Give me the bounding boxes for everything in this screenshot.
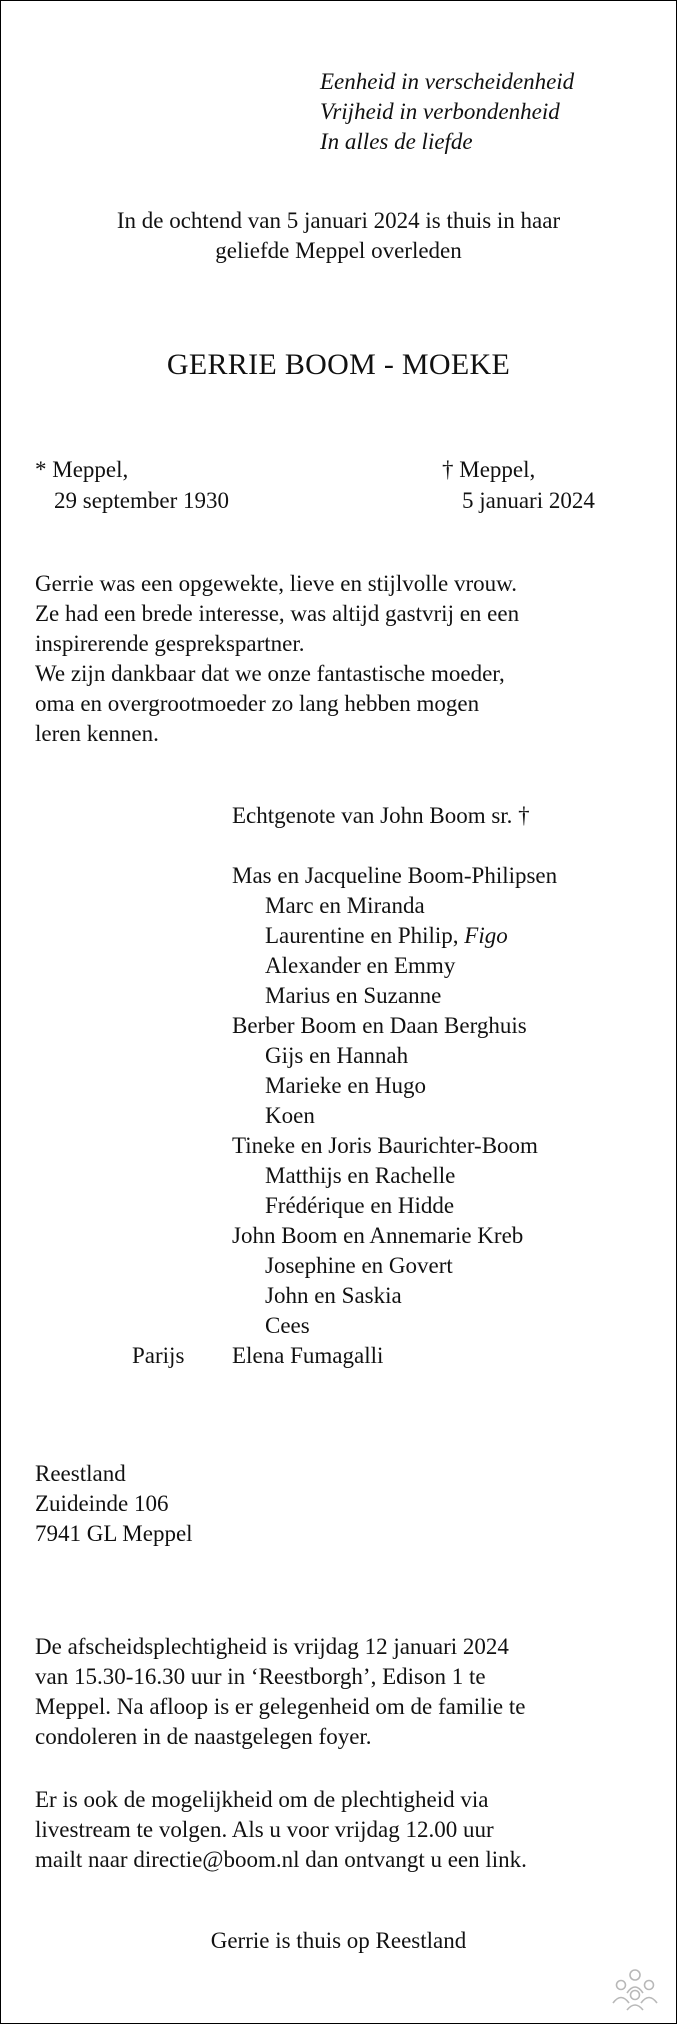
ceremony-line: Meppel. Na afloop is er gelegenheid om de familie te [35, 1694, 526, 1719]
closing-line: Gerrie is thuis op Reestland [210, 1928, 467, 1953]
family-parents: Mas en Jacqueline Boom-Philipsen [232, 863, 558, 888]
family-pet: Figo [464, 923, 508, 948]
livestream-line: livestream te volgen. Als u voor vrijdag 12.00 uur [35, 1817, 494, 1842]
spouse-line: Echtgenote van John Boom sr. † [232, 803, 530, 828]
family-child: John en Saskia [265, 1283, 402, 1308]
death-date: 5 januari 2024 [462, 488, 595, 513]
extra-place: Parijs [132, 1343, 185, 1368]
family-child: Alexander en Emmy [265, 953, 456, 978]
address-line: Zuideinde 106 [35, 1491, 169, 1516]
family-parents: John Boom en Annemarie Kreb [232, 1223, 524, 1248]
livestream-line: Er is ook de mogelijkheid om de plechtigheid via [35, 1787, 489, 1812]
tribute-line: Ze had een brede interesse, was altijd gastvrij en een [35, 601, 520, 626]
death-place: † Meppel, [442, 457, 536, 482]
family-child: Koen [265, 1103, 315, 1128]
family-child: Josephine en Govert [265, 1253, 453, 1278]
ceremony-line: condoleren in de naastgelegen foyer. [35, 1724, 372, 1749]
family-parents: Tineke en Joris Baurichter-Boom [232, 1133, 538, 1158]
address-line: 7941 GL Meppel [35, 1521, 193, 1546]
people-group-icon [610, 1967, 660, 2011]
tribute-text [35, 569, 519, 749]
family-child [232, 921, 557, 951]
ceremony-line: De afscheidsplechtigheid is vrijdag 12 januari 2024 [35, 1634, 509, 1659]
family-list [232, 861, 557, 1371]
family-child: Marc en Miranda [265, 893, 425, 918]
family-parents: Berber Boom en Daan Berghuis [232, 1013, 527, 1038]
deceased-name: GERRIE BOOM - MOEKE [166, 348, 511, 381]
tribute-line: We zijn dankbaar dat we onze fantastische moeder, [35, 661, 505, 686]
motto-line: In alles de liefde [320, 129, 473, 154]
family-child: Marius en Suzanne [265, 983, 442, 1008]
intro-line: geliefde Meppel overleden [215, 238, 462, 263]
motto-line: Vrijheid in verbondenheid [320, 99, 560, 124]
family-child: Marieke en Hugo [265, 1073, 426, 1098]
motto-line: Eenheid in verscheidenheid [320, 69, 575, 94]
livestream-line: mailt naar directie@boom.nl dan ontvangt u een link. [35, 1847, 527, 1872]
intro-text [1, 206, 676, 266]
family-child-name: Laurentine en Philip, [265, 923, 465, 948]
tribute-line: leren kennen. [35, 721, 159, 746]
ceremony-text [35, 1632, 526, 1752]
address-block [35, 1459, 193, 1549]
intro-line: In de ochtend van 5 januari 2024 is thuis in haar [116, 208, 561, 233]
family-child: Matthijs en Rachelle [265, 1163, 456, 1188]
family-extra: Elena Fumagalli [232, 1343, 384, 1368]
birth-place: * Meppel, [35, 457, 129, 482]
family-child: Cees [265, 1313, 310, 1338]
address-line: Reestland [35, 1461, 126, 1486]
tribute-line: Gerrie was een opgewekte, lieve en stijlvolle vrouw. [35, 571, 517, 596]
ceremony-line: van 15.30-16.30 uur in ‘Reestborgh’, Edison 1 te [35, 1664, 486, 1689]
tribute-line: inspirerende gesprekspartner. [35, 631, 305, 656]
family-child: Frédérique en Hidde [265, 1193, 455, 1218]
family-child: Gijs en Hannah [265, 1043, 409, 1068]
livestream-text [35, 1785, 527, 1875]
birth-date: 29 september 1930 [54, 488, 230, 513]
motto [320, 67, 574, 157]
tribute-line: oma en overgrootmoeder zo lang hebben mogen [35, 691, 480, 716]
